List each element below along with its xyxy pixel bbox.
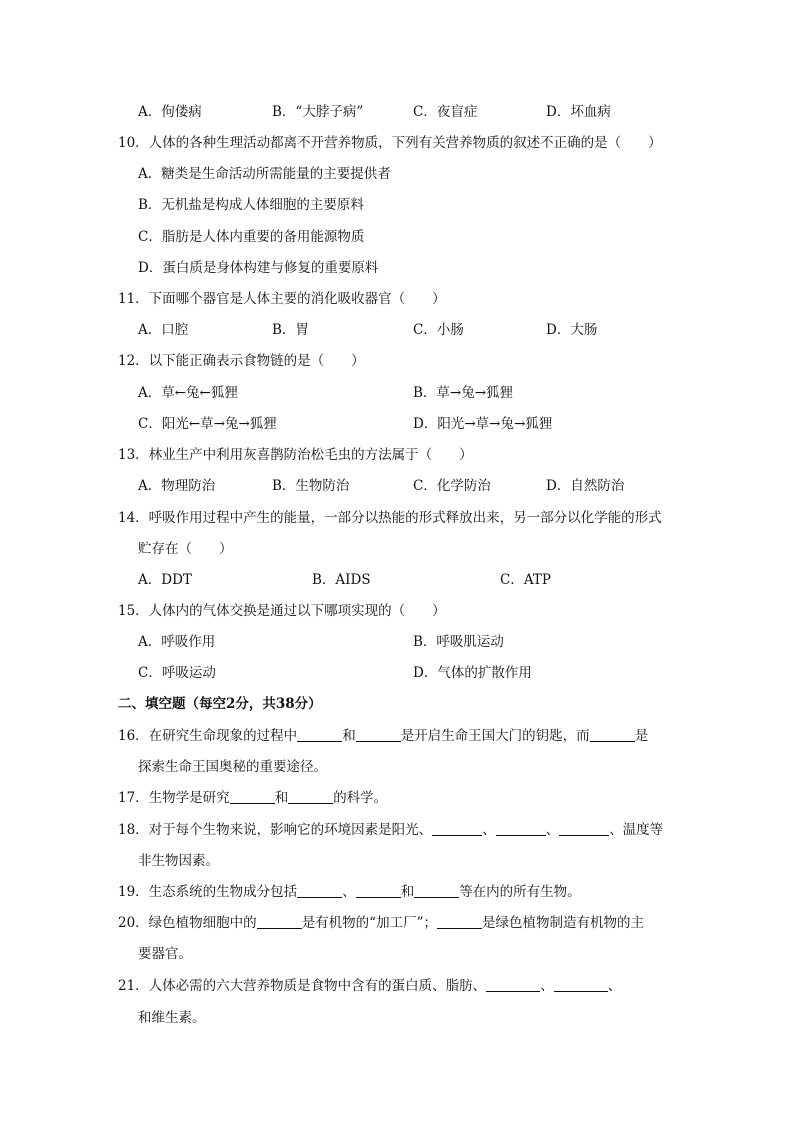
q16-text-3: 是开启生命王国大门的钥匙，而 xyxy=(400,728,590,744)
q10-stem: 10．人体的各种生理活动都离不开营养物质，下列有关营养物质的叙述不正确的是（ ） xyxy=(118,135,662,151)
q18-sep-1: 、 xyxy=(482,822,496,838)
q20-line1 xyxy=(118,913,644,933)
q16-line2: 探索生命王国奥秘的重要途径。 xyxy=(138,759,327,775)
q12-option-a: A．草←兔←狐狸 xyxy=(138,385,238,401)
q20-text-2: 是有机物的“加工厂”； xyxy=(301,915,437,931)
q12-option-c: C．阳光←草→兔→狐狸 xyxy=(138,416,277,432)
q9-option-a: A．佝偻病 xyxy=(138,104,202,120)
q18-line2: 非生物因素。 xyxy=(138,853,219,869)
q12-option-b: B．草→兔→狐狸 xyxy=(413,385,514,401)
q14-option-b: B．AIDS xyxy=(312,572,371,588)
q20-blank-1[interactable] xyxy=(257,914,302,929)
q17-blank-2[interactable] xyxy=(288,789,333,804)
q18-text-end: 、温度等 xyxy=(609,822,664,838)
q20-text-1: 20．绿色植物细胞中的 xyxy=(118,915,257,931)
q15-option-c: C．呼吸运动 xyxy=(138,665,216,681)
q14-stem-line1: 14．呼吸作用过程中产生的能量，一部分以热能的形式释放出来，另一部分以化学能的形式 xyxy=(118,510,662,526)
q10-option-b: B．无机盐是构成人体细胞的主要原料 xyxy=(138,197,364,213)
q21-text-2: 、 xyxy=(540,978,554,994)
q15-option-b: B．呼吸肌运动 xyxy=(413,634,504,650)
q19-text-1: 19．生态系统的生物成分包括 xyxy=(118,884,298,900)
q21-text-1: 21．人体必需的六大营养物质是食物中含有的蛋白质、脂肪、 xyxy=(118,978,487,994)
q11-option-c: C．小肠 xyxy=(413,322,464,338)
q11-option-a: A．口腔 xyxy=(138,322,189,338)
q20-text-3: 是绿色植物制造有机物的主 xyxy=(482,915,644,931)
q19-text-4: 等在内的所有生物。 xyxy=(459,884,581,900)
q18-blank-3[interactable] xyxy=(559,821,609,836)
section-heading-fill-in: 二、填空题（每空2分，共38分） xyxy=(118,696,322,712)
q19-text-3: 和 xyxy=(400,884,415,900)
q19-blank-1[interactable] xyxy=(297,883,342,898)
q17-text-1: 17．生物学是研究 xyxy=(118,790,230,806)
q13-option-a: A．物理防治 xyxy=(138,478,216,494)
q11-option-b: B．胃 xyxy=(272,322,309,338)
q13-option-b: B．生物防治 xyxy=(272,478,350,494)
q19-line xyxy=(118,882,581,902)
q13-option-c: C．化学防治 xyxy=(413,478,491,494)
q19-blank-3[interactable] xyxy=(414,883,459,898)
q15-stem: 15．人体内的气体交换是通过以下哪项实现的（ ） xyxy=(118,603,446,619)
q12-stem: 12．以下能正确表示食物链的是（ ） xyxy=(118,353,365,369)
q17-line xyxy=(118,788,387,808)
q13-stem: 13．林业生产中利用灰喜鹊防治松毛虫的方法属于（ ） xyxy=(118,447,473,463)
q16-blank-1[interactable] xyxy=(297,727,342,742)
q21-line1 xyxy=(118,976,621,996)
q9-option-d: D．坏血病 xyxy=(546,104,611,120)
q15-option-a: A．呼吸作用 xyxy=(138,634,216,650)
q14-stem-line2: 贮存在（ ） xyxy=(138,541,233,557)
q21-text-3: 、 xyxy=(607,978,622,994)
q11-option-d: D．大肠 xyxy=(546,322,598,338)
q20-blank-2[interactable] xyxy=(437,914,482,929)
q12-option-d: D．阳光→草→兔→狐狸 xyxy=(413,416,553,432)
q18-blank-1[interactable] xyxy=(432,821,482,836)
q16-text-1: 16．在研究生命现象的过程中 xyxy=(118,728,298,744)
q10-option-c: C．脂肪是人体内重要的备用能源物质 xyxy=(138,229,365,245)
q19-text-2: 、 xyxy=(342,884,356,900)
q21-line2: 和维生素。 xyxy=(138,1010,206,1026)
q13-option-d: D．自然防治 xyxy=(546,478,625,494)
q21-blank-2[interactable] xyxy=(554,977,608,992)
q9-option-b: B．“大脖子病” xyxy=(272,104,364,120)
q18-blank-2[interactable] xyxy=(496,821,546,836)
q18-line1 xyxy=(118,820,663,840)
q17-text-3: 的科学。 xyxy=(333,790,388,806)
q17-text-2: 和 xyxy=(274,790,289,806)
q16-blank-3[interactable] xyxy=(590,727,635,742)
q16-line1 xyxy=(118,726,648,746)
q14-option-c: C．ATP xyxy=(500,572,551,588)
q15-option-d: D．气体的扩散作用 xyxy=(413,665,532,681)
q21-blank-1[interactable] xyxy=(486,977,540,992)
q10-option-a: A．糖类是生命活动所需能量的主要提供者 xyxy=(138,166,391,182)
q11-stem: 11．下面哪个器官是人体主要的消化吸收器官（ ） xyxy=(118,291,446,307)
q18-sep-2: 、 xyxy=(545,822,560,838)
q9-option-c: C．夜盲症 xyxy=(413,104,478,120)
q18-text-1: 18．对于每个生物来说，影响它的环境因素是阳光、 xyxy=(118,822,433,838)
q16-text-4: 是 xyxy=(634,728,649,744)
q20-line2: 要器官。 xyxy=(138,946,192,962)
q17-blank-1[interactable] xyxy=(230,789,275,804)
q16-text-2: 和 xyxy=(342,728,356,744)
q14-option-a: A．DDT xyxy=(138,572,192,588)
q16-blank-2[interactable] xyxy=(356,727,401,742)
q10-option-d: D．蛋白质是身体构建与修复的重要原料 xyxy=(138,260,379,276)
q19-blank-2[interactable] xyxy=(356,883,401,898)
